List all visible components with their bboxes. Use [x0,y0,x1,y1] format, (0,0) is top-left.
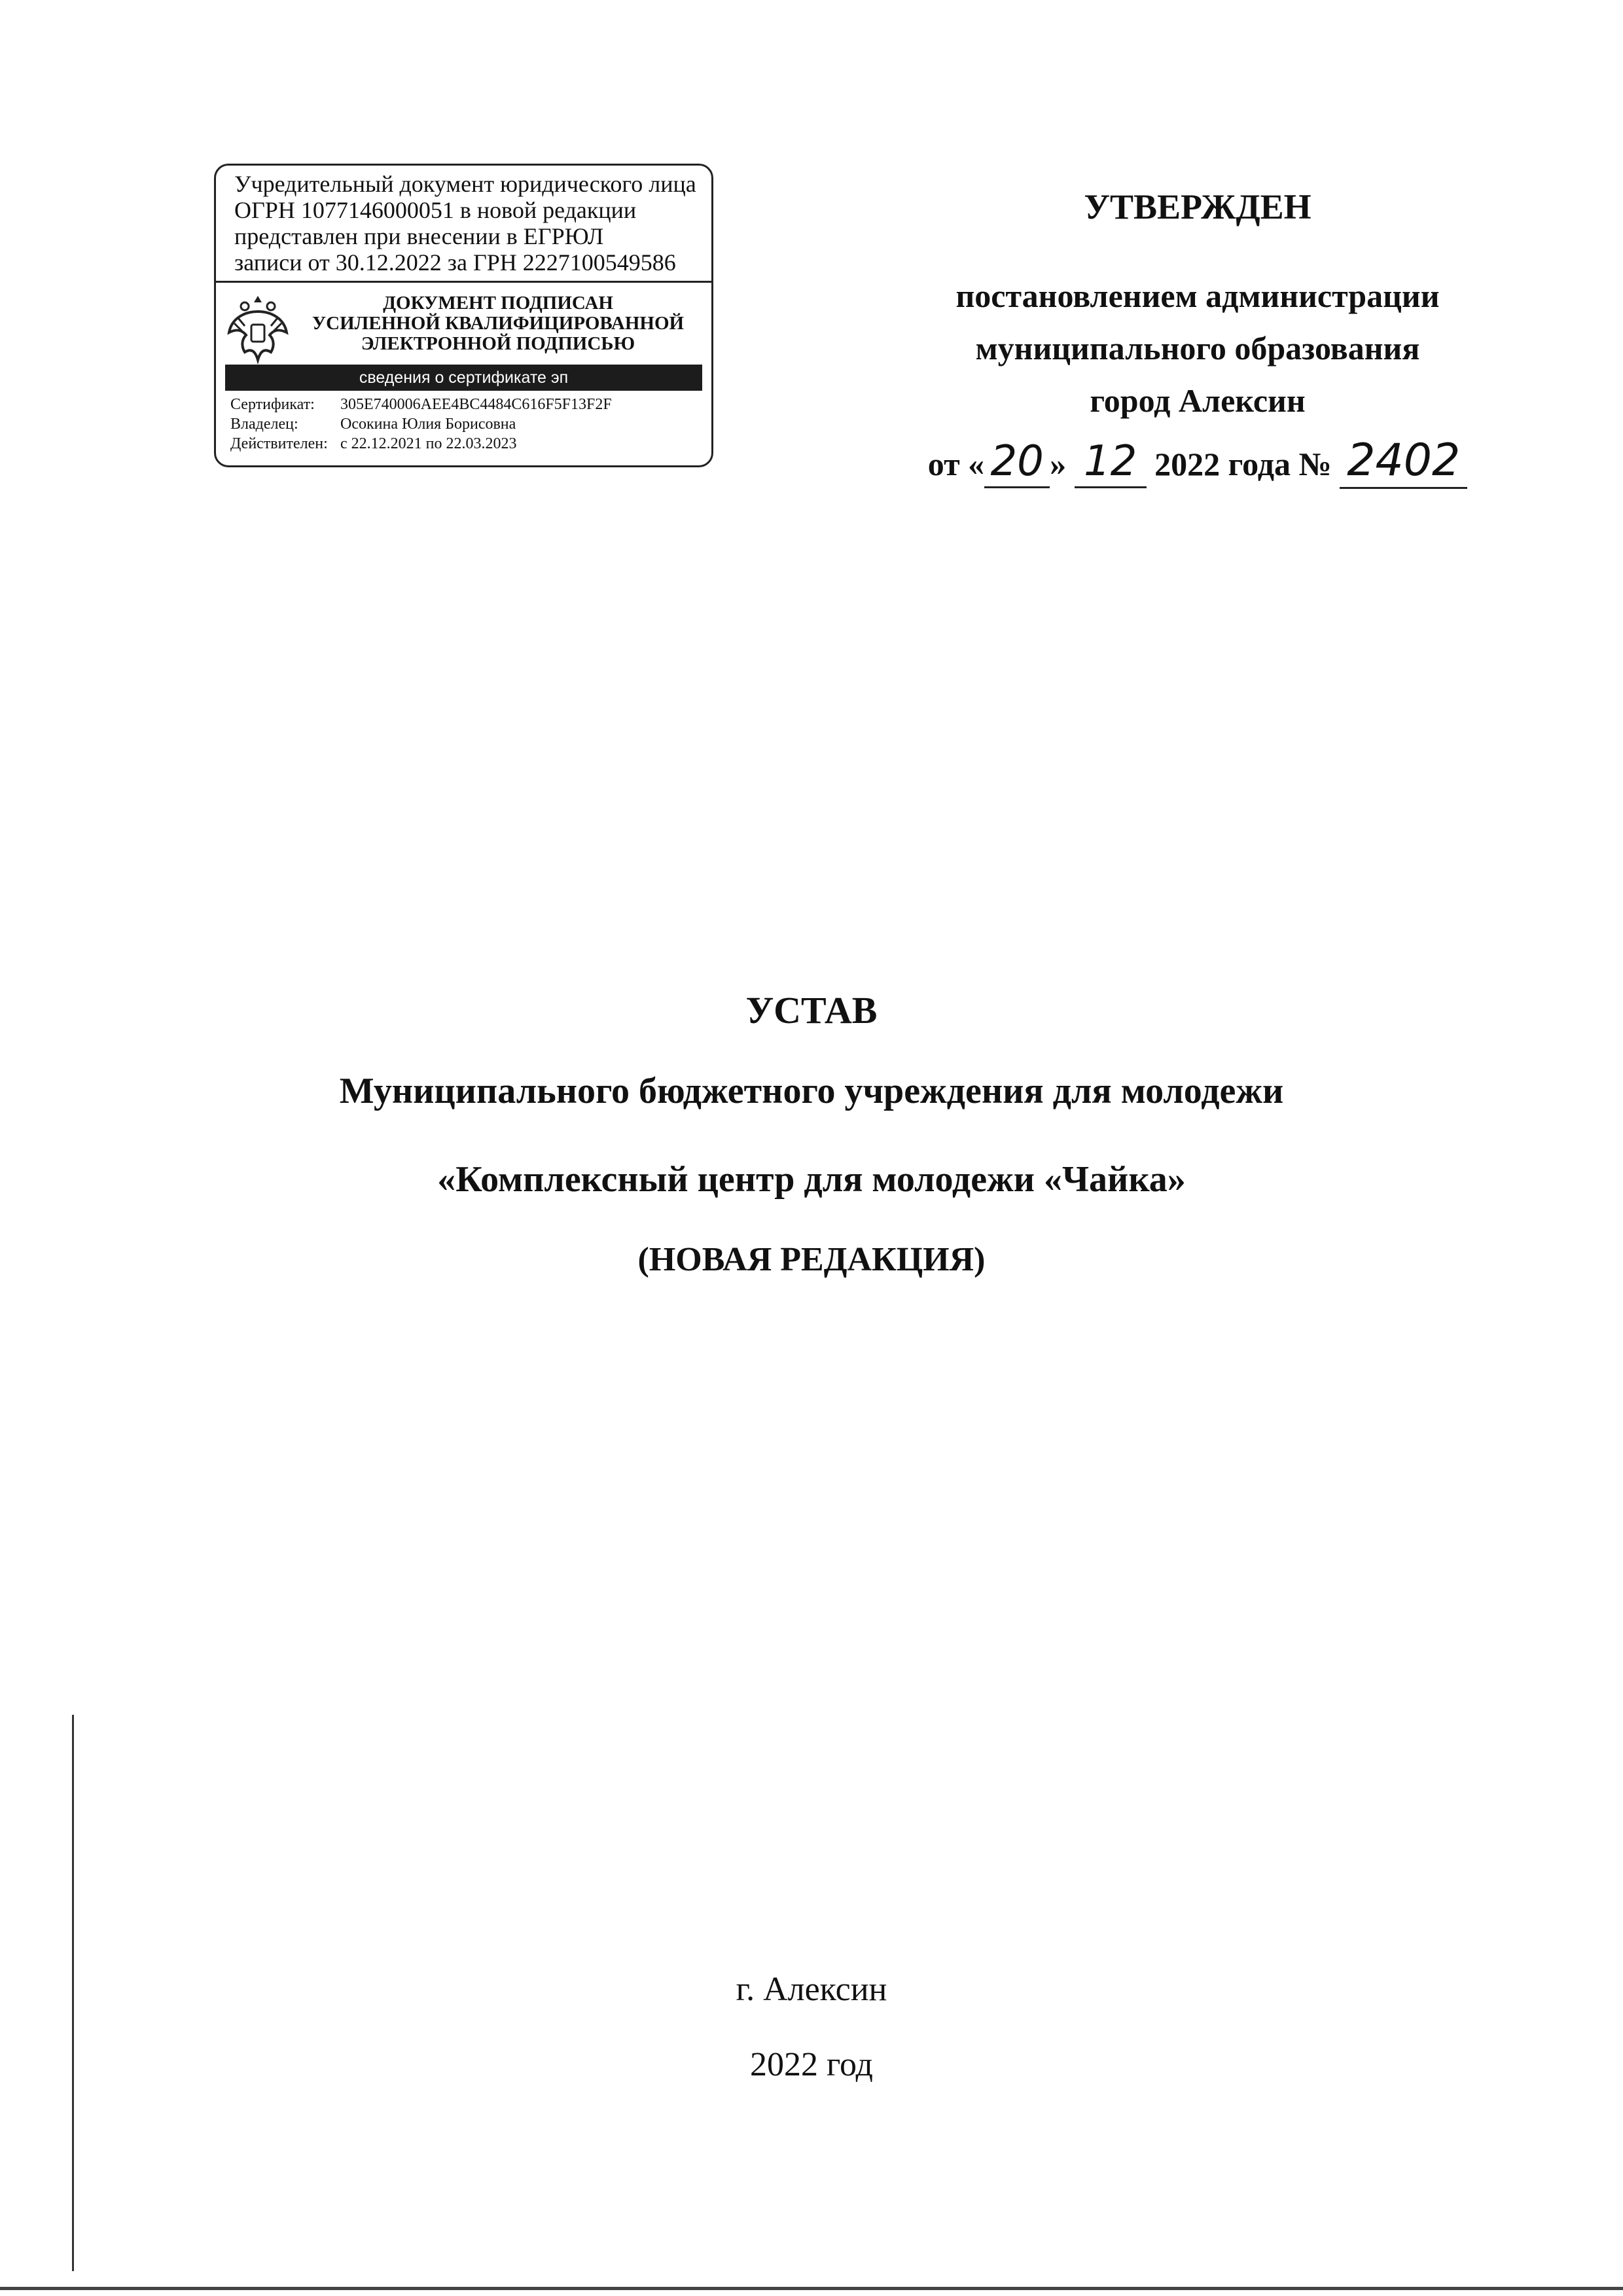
date-quote-close: » [1050,446,1067,482]
signature-line: ЭЛЕКТРОННОЙ ПОДПИСЬЮ [361,333,635,354]
owner-value: Осокина Юлия Борисовна [340,416,516,433]
document-title: УСТАВ [745,989,878,1031]
owner-row [230,414,711,434]
certificate-key: Сертификат: [230,396,315,413]
validity-row [230,434,711,454]
scan-bottom-edge [0,2287,1623,2290]
stamp-signature-title [298,293,698,354]
scan-margin-line [72,1715,74,2271]
date-prefix: от « [927,446,985,482]
signature-line: УСИЛЕННОЙ КВАЛИФИЦИРОВАННОЙ [312,313,685,334]
footer-year: 2022 год [750,2046,873,2083]
handwritten-decree-number: 2402 [1340,439,1467,489]
document-edition: (НОВАЯ РЕДАКЦИЯ) [637,1241,986,1278]
stamp-reg-line: представлен при внесении в ЕГРЮЛ [234,223,604,249]
approval-body [903,270,1492,427]
certificate-details [216,391,711,454]
stamp-signature-block [216,283,711,365]
footer-city: г. Алексин [736,1971,887,2008]
approval-date-line [903,435,1492,489]
validity-value: с 22.12.2021 по 22.03.2023 [340,435,517,452]
certificate-info-bar: сведения о сертификате эп [225,365,702,391]
document-subtitle-line2: «Комплексный центр для молодежи «Чайка» [437,1159,1186,1200]
coat-of-arms-icon [225,292,291,364]
date-year-text: 2022 года № [1154,446,1332,482]
document-subtitle-line1: Муниципального бюджетного учреждения для молодежи [339,1071,1284,1111]
stamp-reg-line: ОГРН 1077146000051 в новой редакции [234,197,637,223]
validity-key: Действителен: [230,435,328,452]
certificate-row [230,395,711,414]
approval-line: постановлением администрации [955,278,1440,314]
handwritten-month: 12 [1075,440,1147,488]
signature-line: ДОКУМЕНТ ПОДПИСАН [383,293,613,314]
owner-key: Владелец: [230,416,298,433]
stamp-registration-block [216,166,711,281]
approval-title: УТВЕРЖДЕН [1084,187,1311,226]
approval-line: муниципального образования [975,330,1420,367]
approval-line: город Алексин [1090,382,1306,419]
handwritten-day: 20 [984,440,1050,488]
stamp-reg-line: записи от 30.12.2022 за ГРН 2227100549586 [234,249,676,276]
registration-stamp [214,164,713,467]
stamp-reg-line: Учредительный документ юридического лица [234,171,696,197]
certificate-value: 305E740006AEE4BC4484C616F5F13F2F [340,396,612,413]
